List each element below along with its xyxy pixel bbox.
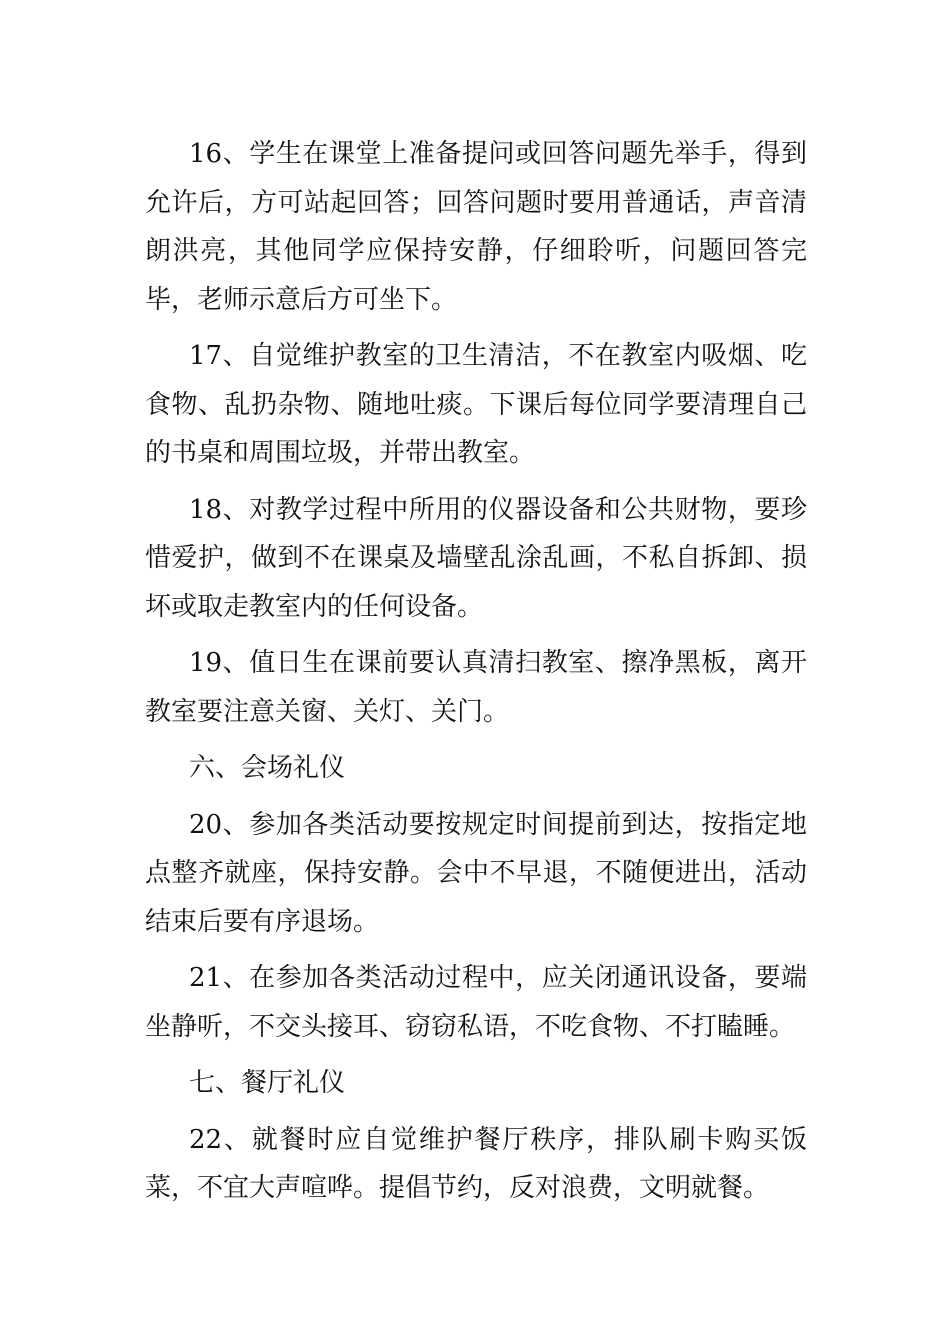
paragraph-18: 18、对教学过程中所用的仪器设备和公共财物，要珍惜爱护，做到不在课桌及墙壁乱涂乱画，不私自拆卸、损坏或取走教室内的任何设备。 [145, 494, 807, 622]
paragraph-22: 22、就餐时应自觉维护餐厅秩序，排队刷卡购买饭菜，不宜大声喧哗。提倡节约，反对浪费，文明就餐。 [145, 1124, 807, 1203]
paragraph-21: 21、在参加各类活动过程中，应关闭通讯设备，要端坐静听，不交头接耳、窃窃私语，不吃食物、不打瞌睡。 [145, 963, 807, 1042]
section-heading-venue-etiquette: 六、会场礼仪 [189, 753, 346, 783]
section-heading-dining-etiquette: 七、餐厅礼仪 [189, 1068, 346, 1098]
paragraph-16: 16、学生在课堂上准备提问或回答问题先举手，得到允许后，方可站起回答；回答问题时要用普通话，声音清朗洪亮，其他同学应保持安静，仔细聆听，问题回答完毕，老师示意后方可坐下。 [145, 139, 807, 315]
paragraph-19: 19、值日生在课前要认真清扫教室、擦净黑板，离开教室要注意关窗、关灯、关门。 [145, 648, 807, 727]
document-body [145, 130, 807, 1221]
paragraph-20: 20、参加各类活动要按规定时间提前到达，按指定地点整齐就座，保持安静。会中不早退，不随便进出，活动结束后要有序退场。 [145, 809, 807, 937]
paragraph-17: 17、自觉维护教室的卫生清洁，不在教室内吸烟、吃食物、乱扔杂物、随地吐痰。下课后每位同学要清理自己的书桌和周围垃圾，并带出教室。 [145, 341, 807, 468]
